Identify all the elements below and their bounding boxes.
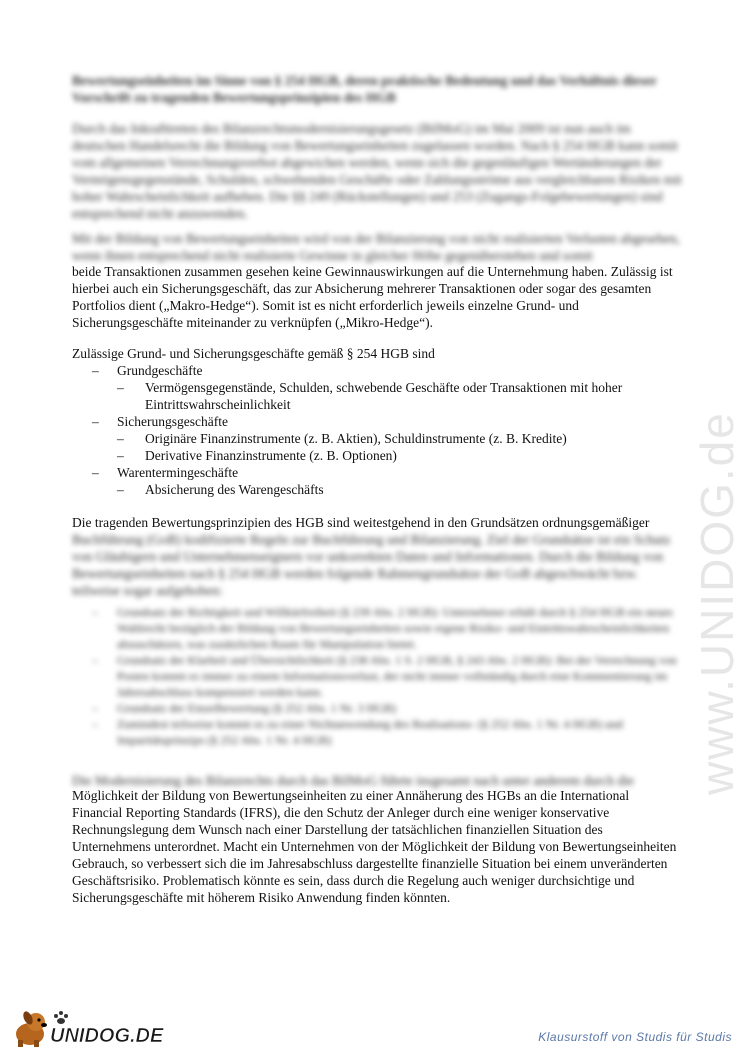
list-item-text: Warentermingeschäfte (117, 465, 239, 480)
watermark (688, 400, 748, 800)
list-item (72, 362, 682, 379)
paragraph-2: beide Transaktionen zusammen gesehen keine Gewinnauswirkungen auf die Unternehmung haben. Zulässig ist hierbei auch ein Sicherungsgeschäft, das zur Absicherung mehrerer Transaktionen oder sogar des gesamten Portfolios dient („Makro-Hedge“). Somit ist es nicht erforderlich jeweils einzelne Grund- und Sicherungsgeschäfte miteinander zu verknüpfen („Mikro-Hedge“). (72, 264, 673, 330)
watermark-text: www.UNIDOG.de (691, 411, 743, 795)
paragraph-intro: Durch das Inkrafttreten des Bilanzrechtsmodernisierungsgesetz (BilMoG) im Mai 2009 ist nun auch im deutschen Handelsrecht die Bildung von Bewertungseinheiten zugelassen worden. Nach § 254 HGB kann somit vom allgemeinen Verrechnungsverbot abgewichen werden, wenn sich die gegenläufigen Wertänderungen der Vermögensgegenstände, Schulden, schwebenden Geschäfte oder Zahlungsströme aus vergleichbaren Risiken mit hoher Wahrscheinlichkeit aufheben. Die §§ 249 (Rückstellungen) und 253 (Zugangs-Folgebewertungen) sind entsprechend nicht anzuwenden. (72, 121, 682, 221)
list-item-text: Grundsatz der Klarheit und Übersichtlichkeit (§ 238 Abs. 1 S. 2 HGB, § 243 Abs. 2 HGB): Bei der Verrechnung von Posten kommt es immer zu einem Informationsverlust, der nicht immer vollständig durch eine Kommentierung im Jahresabschluss kompensiert werden kann. (117, 653, 677, 699)
list-dash: – (92, 605, 98, 619)
list-item (72, 447, 682, 464)
list-dash: – (92, 465, 99, 480)
list-item-text: Zumindest teilweise kommt es zu einer Nichtanwendung des Realisations- (§ 252 Abs. 1 Nr. 4 HGB) und Imparitätsprinzips (§ 252 Abs. 1 Nr. 4 HGB) (117, 717, 623, 747)
list-dash: – (92, 363, 99, 378)
paragraph-2-blurred: Mit der Bildung von Bewertungseinheiten wird von der Bilanzierung von nicht realisierten Verlusten abgesehen, wenn ihnen entsprechend nicht realisierte Gewinne in gleicher Höhe gegenüberstehen und somit (72, 231, 680, 263)
principles-list (72, 604, 682, 748)
list-dash: – (117, 482, 124, 497)
unidog-logo (8, 1006, 228, 1050)
paragraph-4-blurred: Die Modernisierung des Bilanzrechts durch das BilMoG führte insgesamt nach unter anderem durch die (72, 773, 634, 788)
list-item-text: Sicherungsgeschäfte (117, 414, 228, 429)
paragraph-3: Die tragenden Bewertungsprinzipien des HGB sind weitestgehend in den Grundsätzen ordnungsgemäßiger (72, 515, 650, 530)
paragraph-3-blurred: Buchführung (GoB) kodifizierte Regeln zur Buchführung und Bilanzierung. Ziel der Grundsätze ist ein Schutz von Gläubigern und Unternehmenseignern vor unkorrekten Daten und Informationen. Durch die Bildung von Bewertungseinheiten nach § 254 HGB werden folgende Rahmengrundsätze der GoB abgeschwächt bzw. teilweise sogar aufgehoben: (72, 532, 671, 598)
list-item (72, 481, 682, 498)
list-intro: Zulässige Grund- und Sicherungsgeschäfte gemäß § 254 HGB sind (72, 346, 435, 361)
list-dash: – (117, 380, 124, 395)
list-item (72, 464, 682, 481)
list-item-text: Originäre Finanzinstrumente (z. B. Aktien), Schuldinstrumente (z. B. Kredite) (145, 431, 567, 446)
list-item-text: Grundsatz der Richtigkeit und Willkürfreiheit (§ 239 Abs. 2 HGB): Unternehmer erhält durch § 254 HGB ein neues Wahlrecht bezüglich der Bildung von Bewertungseinheiten sowie eigene Risiko- und Eintrittswahrscheinlichkeiten abzuschätzen, was zusätzlichen Raum für Manipulation bietet. (117, 605, 673, 651)
list-item (72, 652, 682, 700)
list-item (72, 604, 682, 652)
document-title: Bewertungseinheiten im Sinne von § 254 HGB, deren praktische Bedeutung und das Verhältnis dieser Vorschrift zu tragenden Bewertungsprinzipien des HGB (72, 73, 657, 105)
list-dash: – (92, 414, 99, 429)
list-item (72, 430, 682, 447)
list-dash: – (117, 448, 124, 463)
list-item-text: Grundgeschäfte (117, 363, 203, 378)
list-item-text: Grundsatz der Einzelbewertung (§ 252 Abs. 1 Nr. 3 HGB) (117, 701, 396, 715)
list-item (72, 379, 682, 413)
list-dash: – (92, 717, 98, 731)
list-dash: – (117, 431, 124, 446)
list-dash: – (92, 653, 98, 667)
footer-tagline: Klausurstoff von Studis für Studis (538, 1030, 732, 1044)
list-item-text: Derivative Finanzinstrumente (z. B. Optionen) (145, 448, 397, 463)
list-item (72, 700, 682, 716)
hedge-list (72, 362, 682, 498)
paragraph-4: Möglichkeit der Bildung von Bewertungseinheiten zu einer Annäherung des HGBs an die International Financial Reporting Standards (IFRS), die den Schutz der Anleger durch eine weniger konservative Rechnungslegung dem Wunsch nach einer Darstellung der tatsächlichen finanziellen Situation des Unternehmens unterordnet. Macht ein Unternehmen von der Möglichkeit der Bildung von Bewertungseinheiten Gebrauch, so verbessert sich die im Jahresabschluss dargestellte finanzielle Situation bei einem unveränderten Geschäftsrisiko. Problematisch könnte es sein, dass durch die Regelung auch weniger durchsichtige und Sicherungsgeschäfte mit höherem Risiko Anwendung finden könnten. (72, 788, 677, 905)
list-dash: – (92, 701, 98, 715)
list-item (72, 413, 682, 430)
logo-text: UNIDOG.DE (50, 1025, 164, 1047)
list-item-text: Vermögensgegenstände, Schulden, schwebende Geschäfte oder Transaktionen mit hoher Eintrittswahrscheinlichkeit (145, 380, 623, 412)
list-item (72, 716, 682, 748)
list-item-text: Absicherung des Warengeschäfts (145, 482, 324, 497)
